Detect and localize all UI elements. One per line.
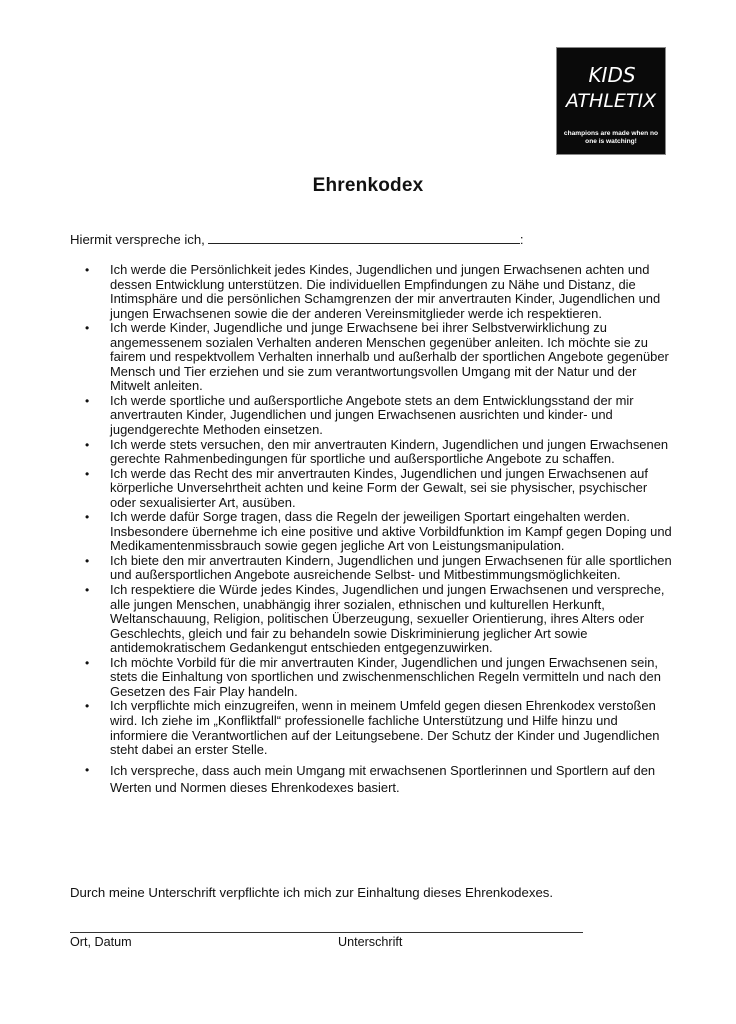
list-item-text: Ich respektiere die Würde jedes Kindes, Jugendlichen und jungen Erwachsenen und verspreche, alle jungen Menschen, unabhängig ihrer sozialen, ethnischen und kulturellen Herkunft, Weltanschauung, Religion, politischen Überzeugung, sexueller Orientierung, ihres Alters oder Geschlechts, gleich und fair zu behandeln sowie Diskriminierung jeglicher Art sowie antidemokratischem Gedankengut entschieden entgegenzuwirken. [110, 582, 665, 656]
list-item [85, 699, 675, 757]
list-item [85, 583, 675, 656]
list-item [85, 656, 675, 700]
list-item-text: Ich verpflichte mich einzugreifen, wenn in meinem Umfeld gegen diesen Ehrenkodex verstoßen wird. Ich ziehe im „Konfliktfall“ professionelle fachliche Unterstützung und Hilfe hinzu und informiere die Verantwortlichen auf der Leitungsebene. Der Schutz der Kinder und Jugendlichen steht dabei an erster Stelle. [110, 698, 660, 758]
list-item-text: Ich möchte Vorbild für die mir anvertrauten Kinder, Jugendlichen und jungen Erwachsenen sein, stets die Einhaltung von sportlichen und zwischenmenschlichen Regeln vermitteln und nach den Gesetzen des Fair Play handeln. [110, 654, 661, 699]
list-item-text: Ich werde sportliche und außersportliche Angebote stets an dem Entwicklungsstand der mir anvertrauten Kinder, Jugendlichen und jungen Erwachsenen ausrichten und kinder- und jugendgerechte Methoden einsetzen. [110, 392, 634, 438]
list-item [85, 554, 675, 583]
bullet-icon: • [85, 466, 90, 481]
logo-line1: KIDS [588, 63, 636, 87]
list-item [85, 467, 675, 511]
bullet-icon: • [85, 583, 90, 598]
bullet-icon: • [85, 393, 90, 408]
list-item-text: Ich werde stets versuchen, den mir anvertrauten Kindern, Jugendlichen und jungen Erwachsenen gerechte Rahmenbedingungen für sportliche und außersportliche Angebote zu schaffen. [110, 436, 669, 467]
bullet-icon: • [85, 437, 90, 452]
signature-declaration: Durch meine Unterschrift verpflichte ich mich zur Einhaltung dieses Ehrenkodexes. [70, 885, 554, 900]
bullet-icon: • [85, 263, 90, 277]
promise-line [70, 231, 524, 247]
signature-line[interactable] [70, 932, 583, 933]
list-item [85, 321, 675, 394]
list-item [85, 510, 675, 554]
bullet-icon: • [85, 655, 90, 670]
place-date-label: Ort, Datum [70, 935, 132, 949]
document-title: Ehrenkodex [312, 175, 424, 196]
code-of-honor-list [85, 263, 675, 796]
logo-tagline-2: one is watching! [585, 138, 637, 145]
signature-label: Unterschrift [338, 935, 403, 949]
list-item [85, 762, 675, 796]
list-item-text: Ich werde Kinder, Jugendliche und junge Erwachsene bei ihrer Selbstverwirklichung zu angemessenem sozialen Verhalten anderen Menschen gegenüber anleiten. Ich möchte sie zu fairem und respektvollem Verhalten innerhalb und außerhalb der sportlichen Angebote gegenüber Mensch und Tier erziehen und sie zum verantwortungsvollen Umgang mit der Natur und der Mitwelt anleiten. [110, 320, 669, 394]
list-item-text: Ich werde dafür Sorge tragen, dass die Regeln der jeweiligen Sportart eingehalten werden. Insbesondere übernehme ich eine positive und aktive Vorbildfunktion im Kampf gegen Doping und Medikamentenmissbrauch sowie gegen jegliche Art von Leistungsmanipulation. [110, 509, 672, 554]
logo-line2: ATHLETIX [565, 90, 657, 112]
list-item-text: Ich werde die Persönlichkeit jedes Kindes, Jugendlichen und jungen Erwachsenen achten und dessen Entwicklung unterstützen. Die individuellen Empfindungen zu Nähe und Distanz, die Intimsphäre und die persönlichen Schamgrenzen der mir anvertrauten Kinder, Jugendlichen und jungen Erwachsenen sowie die der anderen Vereinsmitglieder werde ich respektieren. [110, 262, 661, 321]
kids-athletix-logo [556, 47, 666, 155]
bullet-icon: • [85, 553, 90, 568]
promise-prefix: Hiermit verspreche ich, [70, 232, 205, 247]
list-item [85, 438, 675, 467]
list-item [85, 394, 675, 438]
list-item-text: Ich werde das Recht des mir anvertrauten Kindes, Jugendlichen und jungen Erwachsenen auf körperliche Unversehrtheit achten und keine Form der Gewalt, sei sie physischer, psychischer oder sexualisierter Art, ausüben. [110, 465, 648, 510]
bullet-icon: • [85, 762, 90, 777]
logo-tagline-1: champions are made when no [563, 130, 659, 137]
logo-graphic [557, 48, 665, 154]
bullet-icon: • [85, 321, 90, 336]
promise-suffix: : [519, 232, 524, 247]
bullet-icon: • [85, 510, 90, 525]
name-blank-field[interactable] [208, 231, 520, 244]
list-item-text: Ich verspreche, dass auch mein Umgang mit erwachsenen Sportlerinnen und Sportlern auf den Werten und Normen dieses Ehrenkodexes basiert. [110, 762, 656, 795]
list-item [85, 263, 675, 321]
bullet-icon: • [85, 699, 90, 714]
list-item-text: Ich biete den mir anvertrauten Kindern, Jugendlichen und jungen Erwachsenen für alle sportlichen und außersportlichen Angebote ausreichende Selbst- und Mitbestimmungsmöglichkeiten. [110, 552, 672, 583]
